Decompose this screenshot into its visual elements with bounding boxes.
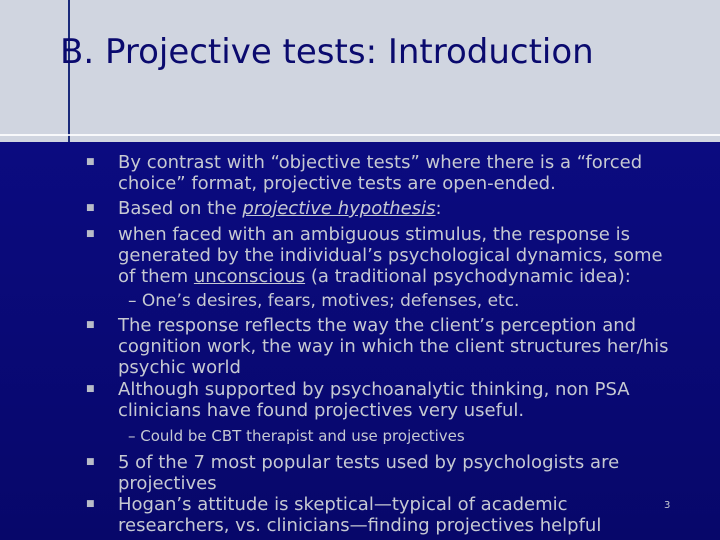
slide-title: B. Projective tests: Introduction: [60, 32, 594, 72]
bullet-item-response-reflects: The response reflects the way the client’s perception and cognition work, the way in which the client structures her/his psychic world: [118, 315, 669, 378]
page-number: 3: [664, 500, 671, 511]
bullet-item-projective-hypothesis: Based on the projective hypothesis:: [118, 198, 442, 219]
sub-bullet-desires: – One’s desires, fears, motives; defenses, etc.: [128, 291, 520, 311]
bullet-icon: ■: [86, 320, 95, 330]
bullet-icon: ■: [86, 499, 95, 509]
bullet-item-ambiguous-stimulus: when faced with an ambiguous stimulus, the response is generated by the individual’s psychological dynamics, some of them unconscious (a traditional psychodynamic idea):: [118, 224, 663, 287]
decorative-horizontal-line: [0, 134, 720, 136]
bullet-item-psa-clinicians: Although supported by psychoanalytic thinking, non PSA clinicians have found projectives very useful.: [118, 379, 630, 421]
bullet-icon: ■: [86, 457, 95, 467]
bullet-icon: ■: [86, 229, 95, 239]
unconscious-term: unconscious: [193, 266, 306, 287]
bullet-item-objective-tests: By contrast with “objective tests” where there is a “forced choice” format, projective tests are open-ended.: [118, 152, 643, 194]
decorative-vertical-line: [68, 0, 70, 165]
bullet-item-hogan: Hogan’s attitude is skeptical—typical of academic researchers, vs. clinicians—finding projectives helpful: [118, 494, 602, 536]
bullet-icon: ■: [86, 203, 95, 213]
sub-bullet-cbt: – Could be CBT therapist and use projectives: [128, 427, 465, 445]
bullet-icon: ■: [86, 384, 95, 394]
bullet-icon: ■: [86, 157, 95, 167]
bullet-item-popular-tests: 5 of the 7 most popular tests used by psychologists are projectives: [118, 452, 620, 494]
projective-hypothesis-term: projective hypothesis: [242, 198, 436, 219]
